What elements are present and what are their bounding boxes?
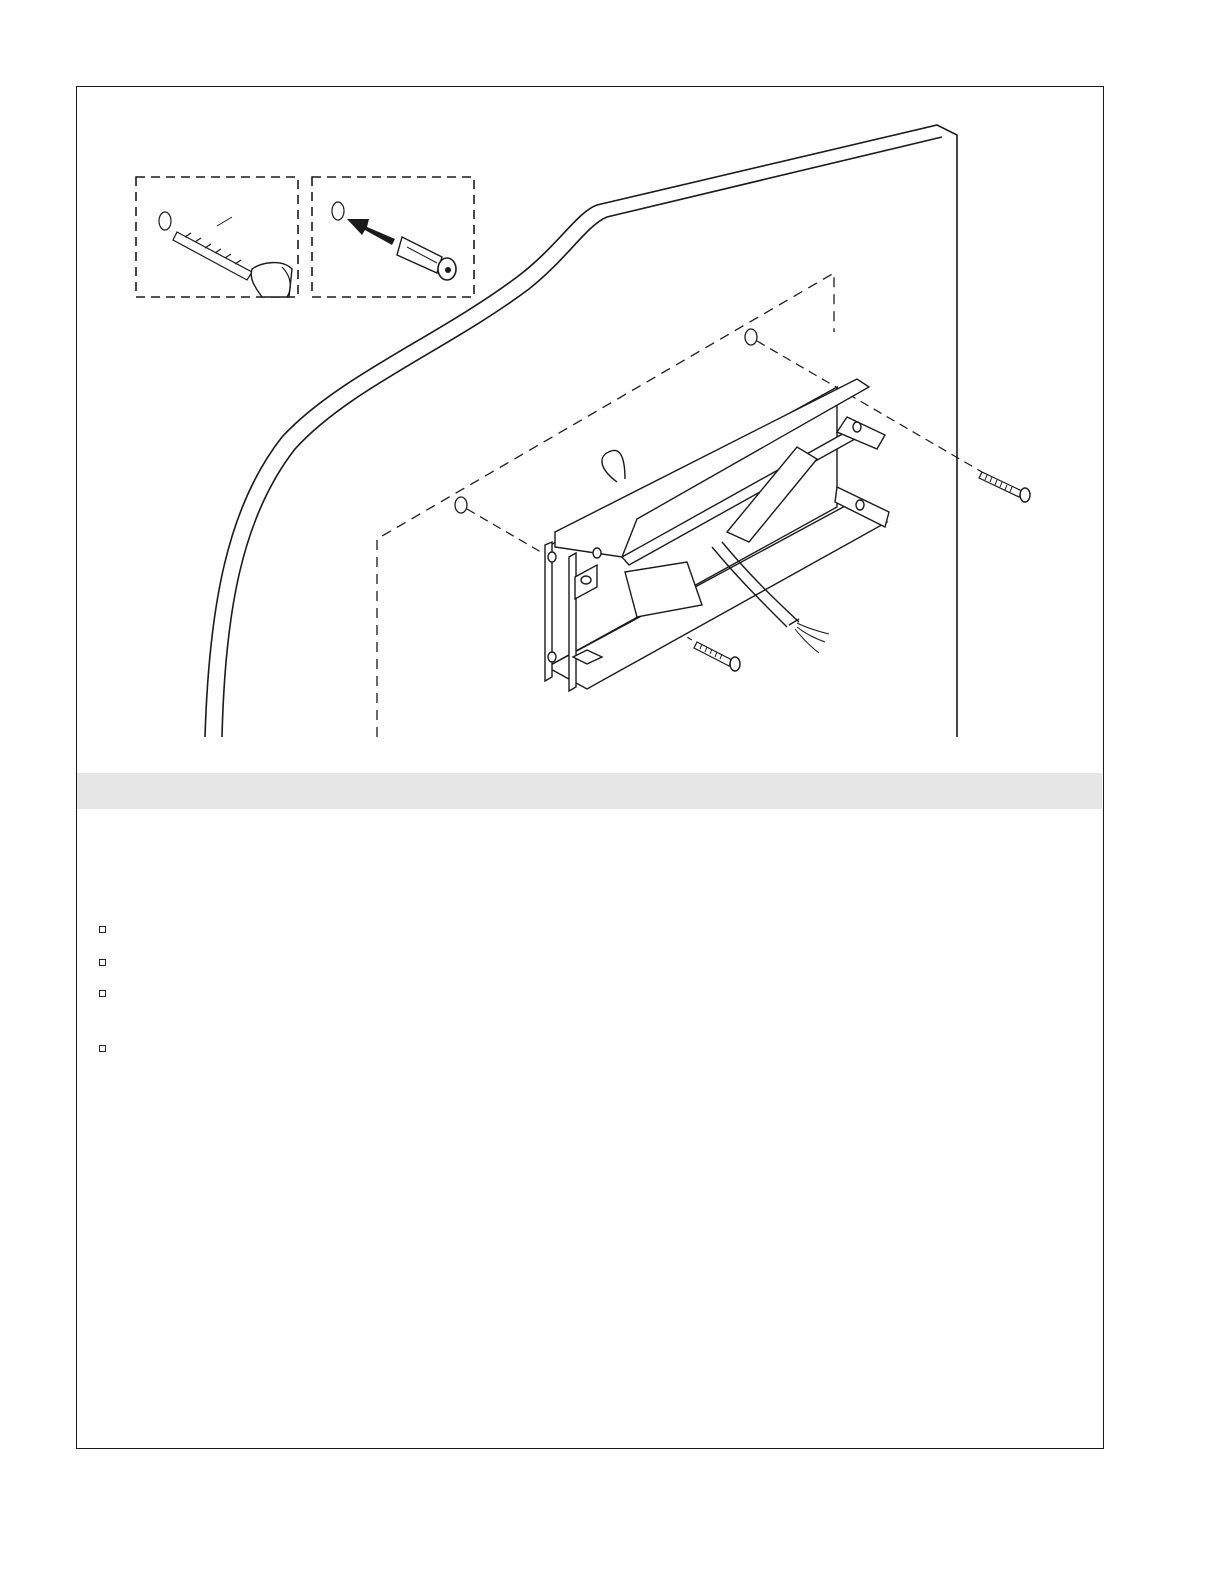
checkbox-icon[interactable] bbox=[99, 926, 106, 933]
checklist-item bbox=[99, 955, 116, 966]
hole-icon bbox=[455, 497, 467, 513]
checkbox-icon[interactable] bbox=[99, 959, 106, 966]
checklist-item bbox=[99, 986, 116, 997]
hole-icon bbox=[745, 329, 757, 345]
installation-illustration bbox=[77, 87, 1105, 747]
checkbox-icon[interactable] bbox=[99, 1045, 106, 1052]
checklist-item bbox=[99, 922, 116, 933]
section-header bbox=[77, 773, 1102, 809]
screw-icon bbox=[979, 472, 1030, 502]
checkbox-icon[interactable] bbox=[99, 990, 106, 997]
inset-anchor bbox=[312, 177, 474, 297]
inset-drilling bbox=[136, 177, 298, 297]
screw-icon bbox=[694, 642, 740, 671]
mounting-bracket-icon bbox=[545, 379, 889, 691]
page-frame bbox=[76, 86, 1104, 1449]
checklist-item bbox=[99, 1041, 116, 1052]
